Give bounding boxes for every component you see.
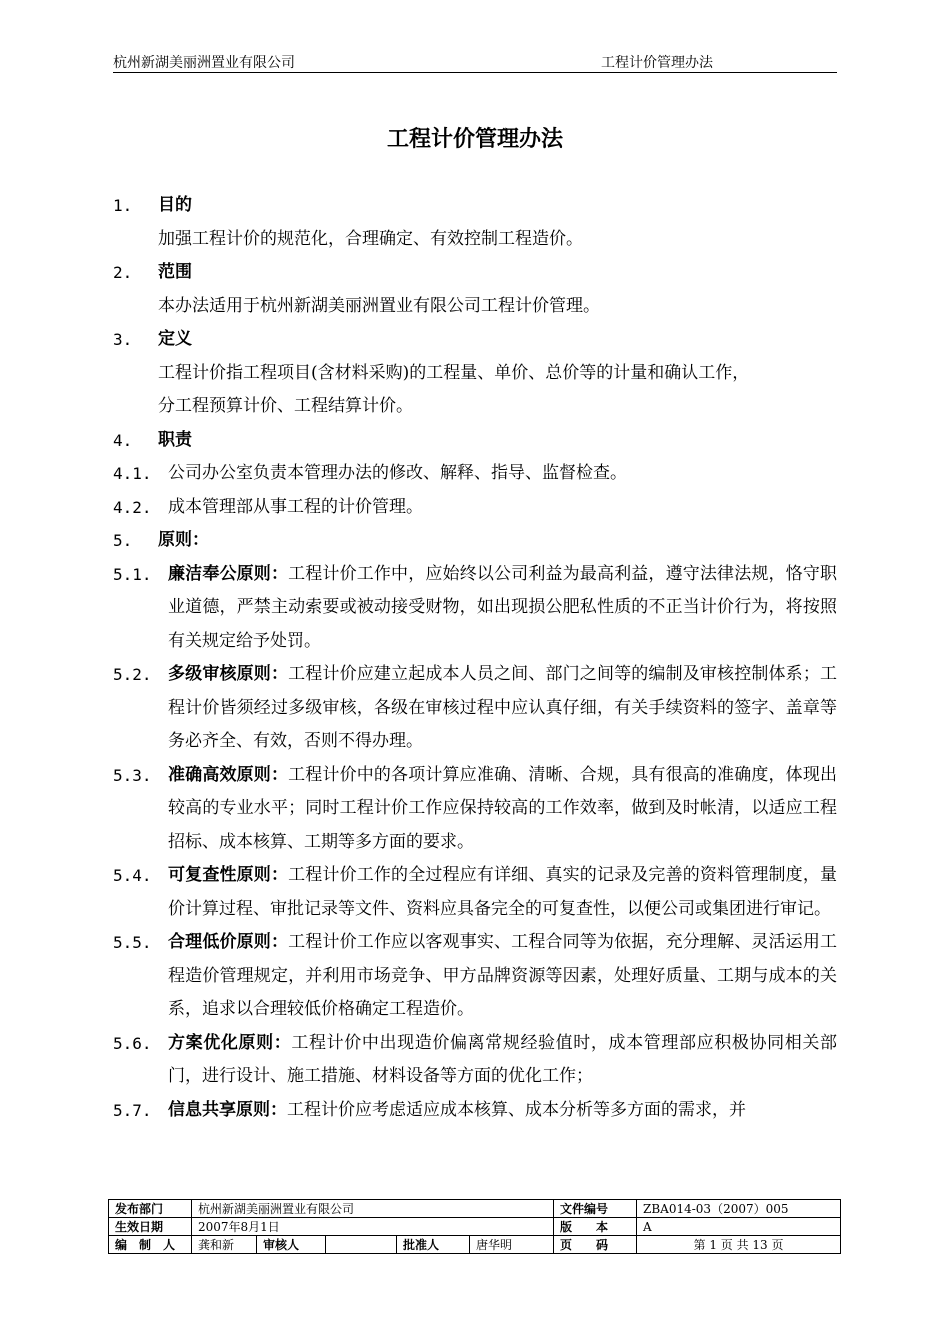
section-2-text: 本办法适用于杭州新湖美丽洲置业有限公司工程计价管理。 [158, 295, 600, 316]
clause-number: 5.5. [113, 933, 152, 952]
clause-5-4 [113, 859, 837, 926]
clause-number: 5.6. [113, 1033, 152, 1053]
clause-heading: 多级审核原则： [168, 664, 289, 684]
clause-text: 工程计价中出现造价偏离常规经验值时，成本管理部应积极协同相关部门，进行设计、施工措施、材料设备等方面的优化工作； [168, 1032, 838, 1086]
clause-5-1 [113, 558, 837, 659]
header-company: 杭州新湖美丽洲置业有限公司 [113, 55, 295, 71]
clause-5-7 [113, 1094, 837, 1128]
approver-value: 唐华明 [476, 1238, 513, 1252]
reviewer-value [326, 1236, 397, 1254]
document-body [113, 189, 837, 1127]
clause-4-2 [113, 491, 837, 525]
table-row [109, 1218, 841, 1236]
file-no-value: ZBA014-03（2007）005 [637, 1200, 841, 1218]
section-title: 职责 [158, 429, 192, 450]
clause-heading: 廉洁奉公原则： [168, 563, 289, 584]
section-4-heading [113, 424, 837, 458]
clause-number: 4.1. [113, 464, 152, 483]
author-label: 编 制 人 [109, 1236, 192, 1254]
table-row [109, 1236, 841, 1254]
section-5-heading [113, 524, 837, 558]
effective-date-value: 2007年8月1日 [192, 1218, 554, 1236]
clause-text: 工程计价应考虑适应成本核算、成本分析等多方面的需求，并 [287, 1099, 746, 1120]
section-number: 3. [113, 330, 133, 349]
section-2-heading [113, 256, 837, 290]
table-row [109, 1200, 841, 1218]
clause-4-1 [113, 457, 837, 491]
section-3-text-line2: 分工程预算计价、工程结算计价。 [158, 396, 413, 416]
document-title: 工程计价管理办法 [386, 127, 563, 152]
section-3-text-line1: 工程计价指工程项目(含材料采购)的工程量、单价、总价等的计量和确认工作， [158, 362, 750, 383]
page-header [113, 50, 837, 73]
document-control-table [108, 1199, 841, 1254]
section-title: 范围 [158, 262, 192, 282]
approver-label: 批准人 [397, 1236, 470, 1253]
clause-5-3 [113, 759, 837, 860]
clause-text: 工程计价应建立起成本人员之间、部门之间等的编制及审核控制体系；工程计价皆须经过多级审核，各级在审核过程中应认真仔细，有关手续资料的签字、盖章等务必齐全、有效，否则不得办理。 [168, 664, 838, 751]
section-3-heading [113, 323, 837, 357]
clause-text: 工程计价中的各项计算应准确、清晰、合规，具有很高的准确度，体现出较高的专业水平；同时工程计价工作应保持较高的工作效率，做到及时帐清，以适应工程招标、成本核算、工期等多方面的要求。 [168, 764, 838, 852]
clause-heading: 信息共享原则： [168, 1099, 287, 1120]
section-number: 5. [113, 531, 133, 550]
clause-5-2 [113, 658, 837, 759]
clause-number: 4.2. [113, 497, 152, 517]
effective-date-label: 生效日期 [109, 1218, 192, 1236]
section-title: 定义 [158, 329, 192, 349]
clause-number: 5.7. [113, 1100, 152, 1120]
clause-number: 5.4. [113, 866, 152, 885]
section-1-text: 加强工程计价的规范化，合理确定、有效控制工程造价。 [158, 228, 583, 249]
version-label: 版 本 [554, 1218, 637, 1236]
clause-text: 工程计价工作应以客观事实、工程合同等为依据，充分理解、灵活运用工程造价管理规定，并利用市场竞争、甲方品牌资源等因素，处理好质量、工期与成本的关系，追求以合理较低价格确定工程造价。 [168, 932, 838, 1019]
clause-5-6 [113, 1027, 837, 1094]
clause-number: 5.3. [113, 765, 152, 785]
clause-5-5 [113, 926, 837, 1027]
section-1-heading [113, 189, 837, 223]
section-number: 4. [113, 430, 133, 450]
file-no-label: 文件编号 [554, 1200, 637, 1218]
page-value: 第 1 页 共 13 页 [637, 1236, 841, 1254]
section-title: 目的 [158, 195, 192, 215]
page-label: 页 码 [554, 1236, 637, 1254]
clause-number: 5.2. [113, 665, 152, 684]
section-title: 原则： [158, 530, 209, 550]
clause-text: 工程计价工作的全过程应有详细、真实的记录及完善的资料管理制度，量价计算过程、审批记录等文件、资料应具备完全的可复查性，以便公司或集团进行审记。 [168, 865, 838, 919]
clause-heading: 可复查性原则： [168, 865, 289, 885]
header-doc-title: 工程计价管理办法 [601, 55, 713, 71]
version-value: A [637, 1218, 841, 1236]
clause-number: 5.1. [113, 564, 152, 584]
issue-dept-label: 发布部门 [109, 1200, 192, 1218]
clause-text: 公司办公室负责本管理办法的修改、解释、指导、监督检查。 [168, 463, 627, 483]
reviewer-label: 审核人 [257, 1236, 326, 1254]
author-value: 龚和新 [192, 1236, 257, 1254]
clause-text: 工程计价工作中，应始终以公司利益为最高利益，遵守法律法规，恪守职业道德，严禁主动索要或被动接受财物，如出现损公肥私性质的不正当计价行为，将按照有关规定给予处罚。 [168, 563, 838, 651]
section-number: 1. [113, 196, 133, 215]
clause-heading: 方案优化原则： [168, 1032, 292, 1053]
clause-text: 成本管理部从事工程的计价管理。 [168, 496, 423, 517]
section-number: 2. [113, 263, 133, 282]
issue-dept-value: 杭州新湖美丽洲置业有限公司 [192, 1200, 554, 1218]
clause-heading: 合理低价原则： [168, 932, 289, 952]
clause-heading: 准确高效原则： [168, 764, 289, 785]
